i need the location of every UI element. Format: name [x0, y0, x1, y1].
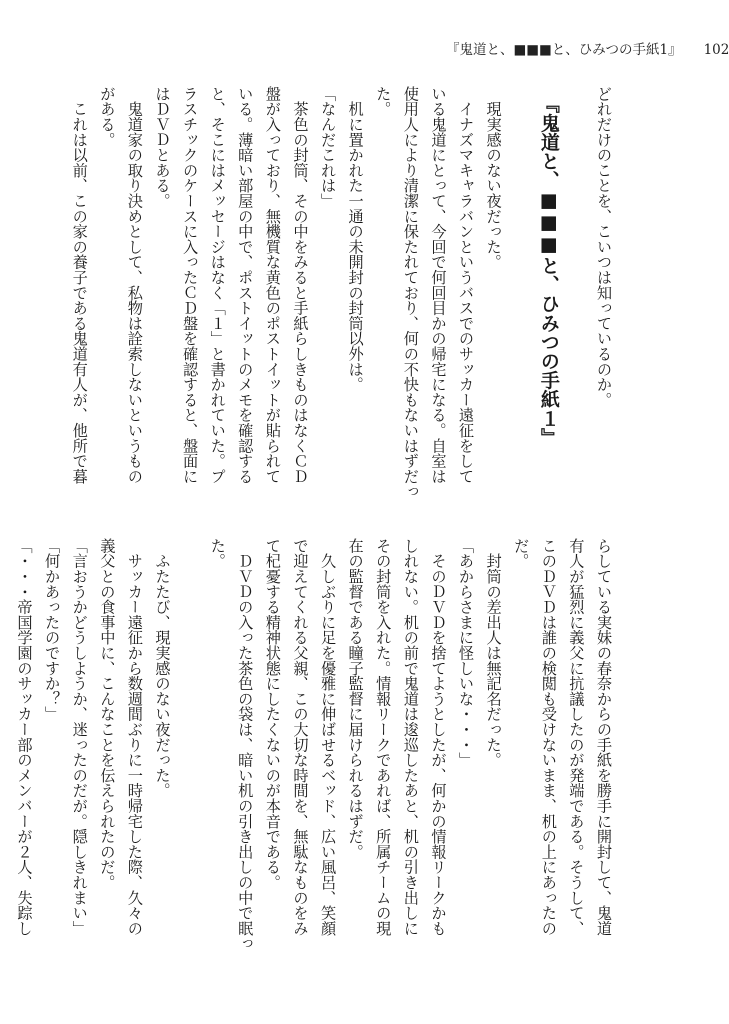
text-line: 茶色の封筒、その中をみると手紙らしきものはなくＣＤ — [291, 86, 310, 484]
text-line: 封筒の差出人は無記名だった。 — [484, 538, 503, 768]
text-line: らしている実妹の春奈からの手紙を勝手に開封して、鬼道 — [595, 538, 613, 936]
text-line: 「言おうかどうしようか、迷ったのだが。隠しきれまい」 — [70, 538, 89, 936]
text-line: て杞憂する精神状態にしたくないのが本音である。 — [263, 538, 282, 890]
text-line: 「何かあったのですか？」 — [43, 538, 62, 722]
text-line: 義父との食事中に、こんなことを伝えられたのだ。 — [98, 538, 117, 890]
text-line: どれだけのことを、こいつは知っているのか。 — [595, 86, 613, 408]
text-line: 在の監督である瞳子監督に届けられるはずだ。 — [346, 538, 365, 860]
text-line: イナズマキャラバンというバスでのサッカー遠征をして — [457, 86, 476, 484]
blank-line — [176, 538, 204, 938]
text-line: と、そこにはメッセージはなく「１」と書かれていた。プ — [208, 86, 227, 484]
bottom-text-block — [10, 538, 617, 952]
text-line: 机に置かれた一通の未開封の封筒以外は。 — [346, 86, 365, 392]
text-line: 有人が猛烈に義父に抗議したのが発端である。そうして、 — [567, 538, 586, 936]
text-line: ラスチックのケースに入ったＣＤ盤を確認すると、盤面に — [181, 86, 200, 484]
text-line: 「あからさまに怪しいな・・・」 — [457, 538, 476, 768]
text-line: はＤＶＤとある。 — [153, 86, 172, 209]
text-line: 久しぶりに足を優雅に伸ばせるベッド、広い風呂、笑顔 — [319, 538, 338, 936]
blank-line — [562, 86, 590, 486]
text-line: 現実感のない夜だった。 — [484, 86, 503, 270]
text-line: その封筒を入れた。情報リークであれば、所属チームの現 — [374, 538, 393, 936]
blank-line — [507, 86, 535, 486]
top-text-block — [65, 86, 617, 500]
text-line: た。 — [374, 86, 393, 117]
text-line: 「なんだこれは」 — [319, 86, 338, 209]
text-line: がある。 — [98, 86, 117, 148]
text-line: 鬼道家の取り決めとして、私物は詮索しないというもの — [125, 86, 144, 484]
text-line: ふたたび、現実感のない夜だった。 — [153, 538, 172, 799]
text-line: いる鬼道にとって、今回で何回目かの帰宅になる。自室は — [429, 86, 448, 484]
text-line: た。 — [208, 538, 227, 569]
chapter-heading: 『鬼道と、■■■と、ひみつの手紙１』 — [537, 94, 560, 447]
text-line: 「・・・帝国学園のサッカー部のメンバーが２人、失踪し — [15, 538, 34, 936]
text-line: サッカー遠征から数週間ぶりに一時帰宅した際、久々の — [125, 538, 144, 936]
text-line: 使用人により清潔に保たれており、何の不快もないはずだっ — [401, 86, 420, 500]
text-line: 盤が入っており、無機質な黄色のポストイットが貼られて — [263, 86, 282, 484]
text-line: そのＤＶＤを捨てようとしたが、何かの情報リークかも — [429, 538, 448, 936]
running-header — [446, 38, 729, 58]
text-line: ＤＶＤの入った茶色の袋は、暗い机の引き出しの中で眠っ — [236, 538, 255, 952]
text-line: このＤＶＤは誰の検閲も受けないまま、机の上にあったの — [539, 538, 558, 936]
page-number: 102 — [703, 42, 729, 58]
text-line: これは以前、この家の養子である鬼道有人が、他所で暮 — [70, 86, 89, 484]
text-line: で迎えてくれる父親、この大切な時間を、無駄なものをみ — [291, 538, 310, 936]
text-line: だ。 — [512, 538, 531, 569]
text-line: しれない。机の前で鬼道は逡巡したあと、机の引き出しに — [401, 538, 420, 936]
text-line: いる。薄暗い部屋の中で、ポストイットのメモを確認する — [236, 86, 255, 484]
chapter-title: 『鬼道と、■■■と、ひみつの手紙1』 — [446, 42, 682, 58]
